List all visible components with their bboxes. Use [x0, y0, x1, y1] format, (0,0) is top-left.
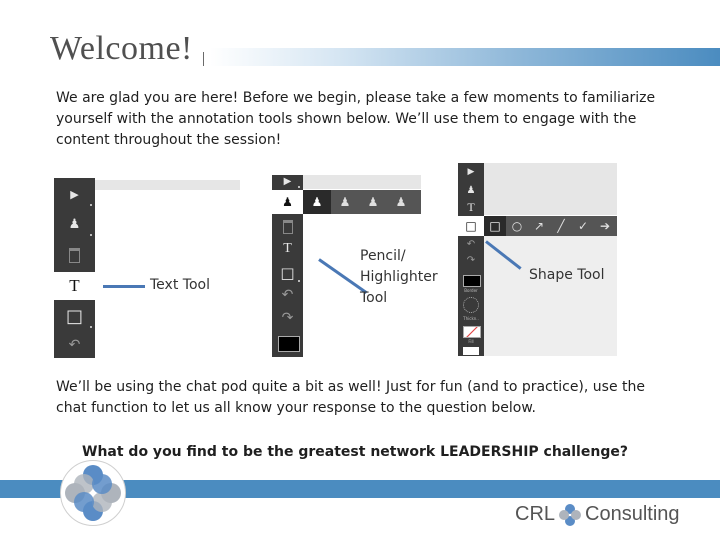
line-icon: ╱ [557, 219, 565, 233]
canvas-strip [303, 175, 421, 189]
highlighter-icon: ♟ [367, 195, 379, 209]
marker-icon: ♟ [68, 216, 81, 232]
pencil-tool-label [360, 246, 438, 309]
undo-tool[interactable] [272, 285, 303, 305]
page-title: Welcome! [50, 30, 193, 67]
fill-color-swatch[interactable] [463, 326, 481, 338]
marker-tool[interactable] [458, 182, 484, 198]
logo-petal [74, 474, 94, 494]
shape-tool[interactable] [272, 262, 303, 284]
undo-tool[interactable] [54, 332, 95, 358]
pointer-icon: ▶ [467, 167, 475, 177]
pointer-tool[interactable] [272, 172, 303, 190]
trash-icon [69, 248, 80, 263]
text-icon: T [69, 276, 80, 295]
trash-icon [283, 220, 293, 234]
pencil-label-line-2: Highlighter [360, 269, 438, 285]
text-tool-callout-line [103, 285, 145, 288]
logo-emblem [60, 460, 126, 526]
pencil-label-line-1: Pencil/ [360, 248, 406, 264]
brand-logo [515, 503, 680, 526]
thickness-label: Thickn.. [463, 316, 479, 321]
square-icon: □ [465, 219, 477, 233]
undo-icon: ↶ [466, 238, 476, 250]
trash-tool[interactable] [54, 241, 95, 269]
check-icon: ✓ [577, 219, 589, 233]
canvas-strip [95, 180, 240, 190]
text-icon: T [283, 241, 292, 256]
thickness-control[interactable] [463, 297, 479, 313]
pencil-label-line-3: Tool [360, 290, 388, 306]
square-icon: □ [489, 219, 501, 233]
pointer-tool[interactable] [54, 180, 95, 208]
intro-paragraph: We are glad you are here! Before we begin, please take a few moments to familiarize yourself with the annotation tools shown below. We’ll use them to engage with the content throughout the session! [56, 90, 656, 148]
pen-icon: ♟ [311, 195, 323, 209]
discussion-question: What do you find to be the greatest network LEADERSHIP challenge? [82, 444, 628, 460]
color-swatch[interactable] [278, 336, 300, 352]
shape-tool-label: Shape Tool [529, 267, 605, 283]
rectangle-option[interactable] [484, 216, 506, 236]
pointer-icon: ▶ [283, 175, 292, 187]
fill-label: Fill [468, 339, 474, 344]
text-tool[interactable] [458, 199, 484, 215]
border-label: Border [464, 288, 478, 293]
redo-icon: ↷ [466, 254, 476, 266]
ellipse-option[interactable] [506, 216, 528, 236]
shape-tool[interactable] [458, 216, 484, 236]
canvas-strip [484, 163, 617, 215]
title-divider [203, 52, 204, 66]
text-tool-label: Text Tool [150, 277, 210, 293]
redo-tool[interactable] [272, 308, 303, 328]
fill-preview [463, 347, 479, 355]
highlighter-wide-option[interactable] [387, 190, 415, 214]
pen-thin-option[interactable] [303, 190, 331, 214]
redo-icon: ↷ [281, 310, 294, 326]
undo-tool[interactable] [458, 237, 484, 251]
undo-icon: ↶ [68, 337, 81, 353]
shape-options-bar [484, 216, 617, 236]
circle-icon: ○ [511, 219, 523, 233]
title-gradient-bar [210, 48, 720, 66]
right-arrow-icon: ➔ [599, 219, 611, 233]
shape-tool[interactable] [54, 302, 95, 330]
logo-petal [92, 492, 112, 512]
right-arrow-option[interactable] [594, 216, 616, 236]
redo-tool[interactable] [458, 253, 484, 267]
check-option[interactable] [572, 216, 594, 236]
highlighter-icon: ♟ [395, 195, 407, 209]
line-option[interactable] [550, 216, 572, 236]
brand-right-text: Consulting [585, 503, 680, 525]
text-icon: T [467, 199, 475, 214]
brand-left-text: CRL [515, 503, 556, 525]
arrow-icon: ↗ [533, 219, 545, 233]
logo-petal [74, 492, 94, 512]
highlighter-option[interactable] [359, 190, 387, 214]
marker-options-bar [303, 190, 421, 214]
pen-medium-option[interactable] [331, 190, 359, 214]
pointer-tool[interactable] [458, 163, 484, 181]
chat-instructions: We’ll be using the chat pod quite a bit as well! Just for fun (and to practice), use the chat function to let us all know your response to the question below. [56, 379, 646, 416]
border-color-swatch[interactable] [463, 275, 481, 287]
pointer-icon: ▶ [70, 187, 79, 201]
marker-icon: ♟ [466, 184, 476, 196]
brand-mark-icon [559, 504, 581, 526]
text-tool[interactable] [272, 238, 303, 260]
arrow-option[interactable] [528, 216, 550, 236]
square-icon: □ [280, 264, 295, 282]
marker-tool[interactable] [54, 210, 95, 238]
logo-petal [92, 474, 112, 494]
marker-tool[interactable] [272, 190, 303, 214]
trash-tool[interactable] [272, 216, 303, 238]
marker-icon: ♟ [282, 195, 293, 209]
pen-icon: ♟ [339, 195, 351, 209]
square-icon: □ [65, 305, 83, 327]
undo-icon: ↶ [281, 287, 294, 303]
text-tool[interactable] [54, 272, 95, 300]
